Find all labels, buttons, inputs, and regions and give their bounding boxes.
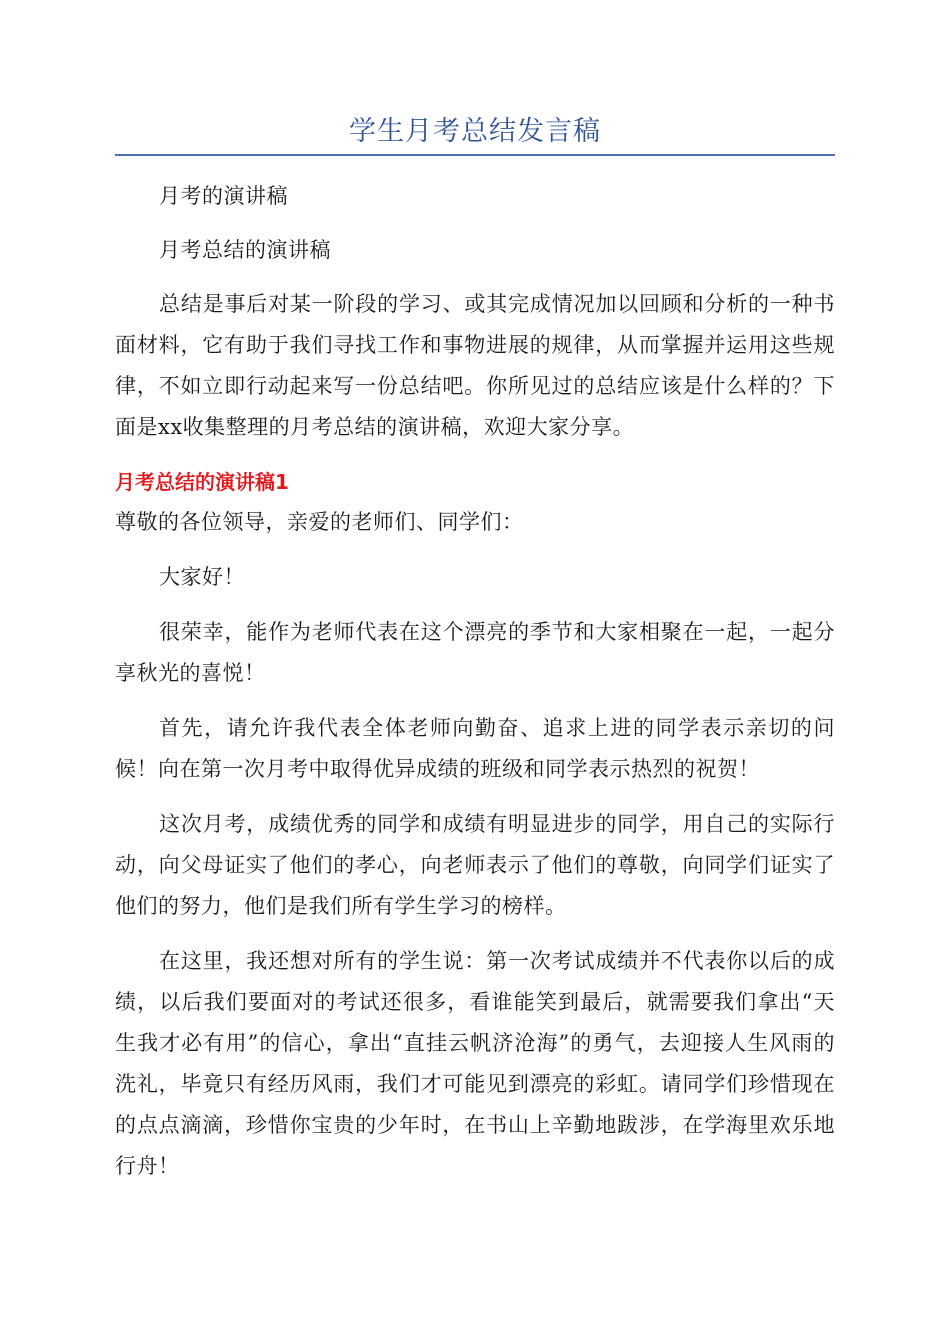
title-underline	[115, 154, 835, 156]
paragraph-1: 很荣幸，能作为老师代表在这个漂亮的季节和大家相聚在一起，一起分享秋光的喜悦！	[115, 620, 835, 685]
paragraph-3: 这次月考，成绩优秀的同学和成绩有明显进步的同学，用自己的实际行动，向父母证实了他们的孝心，向老师表示了他们的尊敬，向同学们证实了他们的努力，他们是我们所有学生学习的榜样。	[115, 812, 835, 918]
section-heading: 月考总结的演讲稿1	[115, 470, 289, 494]
subtitle-summary-speech: 月考总结的演讲稿	[159, 238, 331, 262]
greeting: 大家好！	[159, 565, 245, 589]
paragraph-2: 首先，请允许我代表全体老师向勤奋、追求上进的同学表示亲切的问候！向在第一次月考中取得优异成绩的班级和同学表示热烈的祝贺！	[115, 716, 835, 781]
paragraph-4: 在这里，我还想对所有的学生说：第一次考试成绩并不代表你以后的成绩，以后我们要面对的考试还很多，看谁能笑到最后，就需要我们拿出“天生我才必有用”的信心，拿出“直挂云帆济沧海”的勇气，去迎接人生风雨的洗礼，毕竟只有经历风雨，我们才可能见到漂亮的彩虹。请同学们珍惜现在的点点滴滴，珍惜你宝贵的少年时，在书山上辛勤地跋涉，在学海里欢乐地行舟！	[115, 949, 835, 1178]
salutation: 尊敬的各位领导，亲爱的老师们、同学们：	[115, 510, 524, 534]
document-body	[115, 176, 835, 1187]
intro-paragraph: 总结是事后对某一阶段的学习、或其完成情况加以回顾和分析的一种书面材料，它有助于我们寻找工作和事物进展的规律，从而掌握并运用这些规律，不如立即行动起来写一份总结吧。你所见过的总结应该是什么样的？下面是xx收集整理的月考总结的演讲稿，欢迎大家分享。	[115, 292, 835, 439]
document-title: 学生月考总结发言稿	[349, 116, 601, 147]
subtitle-speech: 月考的演讲稿	[159, 184, 288, 208]
